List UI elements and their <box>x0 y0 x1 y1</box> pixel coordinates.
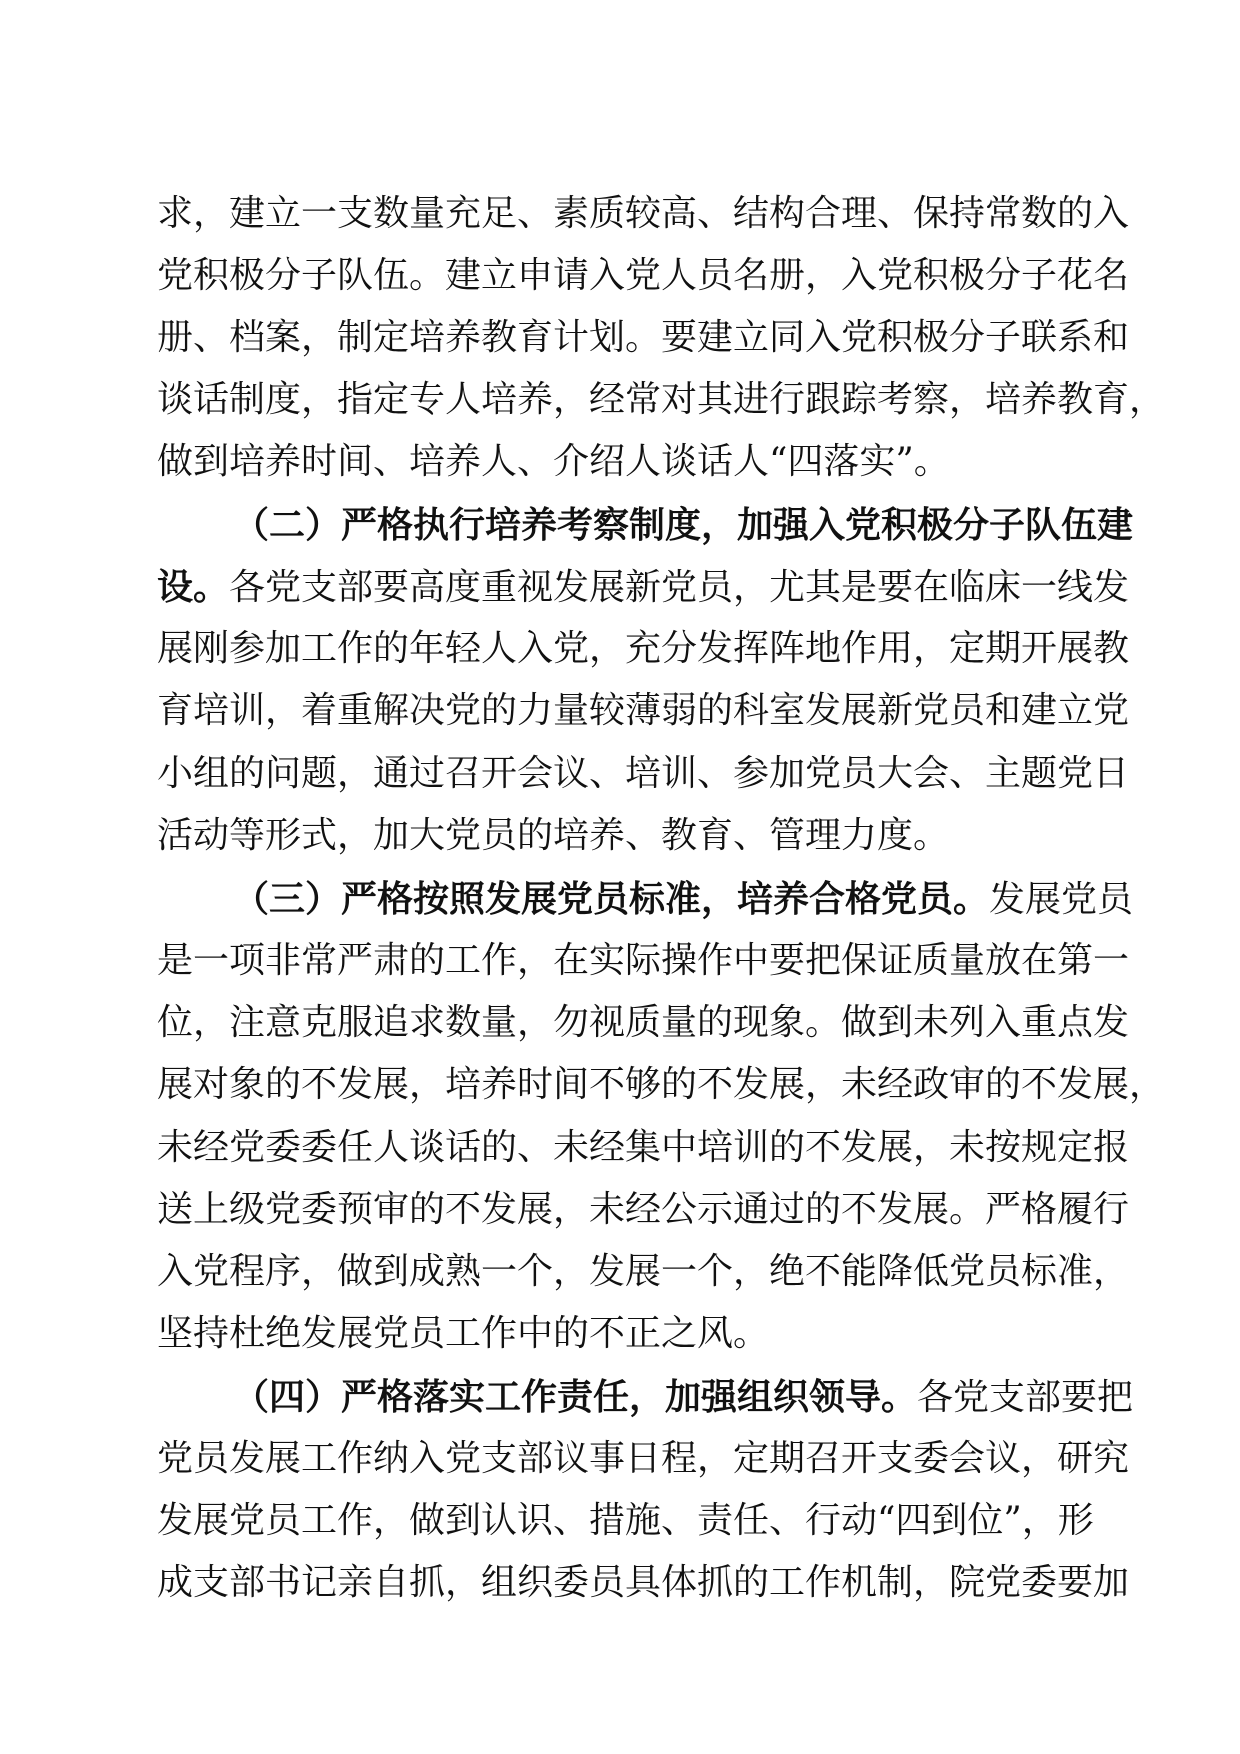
section-heading-3: （三）严格按照发展党员标准，培养合格党员。 <box>233 878 990 920</box>
paragraph-line: 未经党委委任人谈话的、未经集中培训的不发展，未按规定报 <box>157 1127 1130 1168</box>
paragraph-text: 发展党员 <box>989 879 1134 920</box>
paragraph-line-mixed <box>233 877 1134 921</box>
section-heading-4: （四）严格落实工作责任，加强组织领导。 <box>233 1376 918 1418</box>
paragraph-line: 坚持杜绝发展党员工作中的不正之风。 <box>157 1313 770 1354</box>
paragraph-line: 送上级党委预审的不发展，未经公示通过的不发展。严格履行 <box>157 1189 1130 1230</box>
paragraph-line: 谈话制度，指定专人培养，经常对其进行跟踪考察，培养教育， <box>157 379 1166 420</box>
section-heading-2-end: 设。 <box>157 566 230 608</box>
paragraph-line: 是一项非常严肃的工作，在实际操作中要把保证质量放在第一 <box>157 940 1130 981</box>
paragraph-line-mixed <box>157 565 1130 609</box>
paragraph-line: 入党程序，做到成熟一个，发展一个，绝不能降低党员标准， <box>157 1251 1130 1292</box>
paragraph-line: 做到培养时间、培养人、介绍人谈话人“四落实”。 <box>157 441 950 482</box>
paragraph-line-mixed <box>233 1375 1134 1419</box>
paragraph-line: 党积极分子队伍。建立申请入党人员名册，入党积极分子花名 <box>157 255 1130 296</box>
paragraph-line: 展对象的不发展，培养时间不够的不发展，未经政审的不发展， <box>157 1064 1166 1105</box>
paragraph-line: 党员发展工作纳入党支部议事日程，定期召开支委会议，研究 <box>157 1438 1130 1479</box>
paragraph-line: 展刚参加工作的年轻人入党，充分发挥阵地作用，定期开展教 <box>157 628 1130 669</box>
section-heading-2: （二）严格执行培养考察制度，加强入党积极分子队伍建 <box>233 504 1134 546</box>
paragraph-line: 活动等形式，加大党员的培养、教育、管理力度。 <box>157 815 950 856</box>
paragraph-line: 小组的问题，通过召开会议、培训、参加党员大会、主题党日 <box>157 753 1130 794</box>
paragraph-text: 各党支部要高度重视发展新党员，尤其是要在临床一线发 <box>229 567 1130 608</box>
paragraph-line: 成支部书记亲自抓，组织委员具体抓的工作机制，院党委要加 <box>157 1562 1130 1603</box>
paragraph-line: 发展党员工作，做到认识、措施、责任、行动“四到位”，形 <box>157 1500 1094 1541</box>
paragraph-line: 位，注意克服追求数量，勿视质量的现象。做到未列入重点发 <box>157 1002 1130 1043</box>
paragraph-text: 各党支部要把 <box>917 1377 1134 1418</box>
paragraph-line: 求，建立一支数量充足、素质较高、结构合理、保持常数的入 <box>157 193 1130 234</box>
paragraph-line: 育培训，着重解决党的力量较薄弱的科室发展新党员和建立党 <box>157 690 1130 731</box>
paragraph-line: 册、档案，制定培养教育计划。要建立同入党积极分子联系和 <box>157 317 1130 358</box>
